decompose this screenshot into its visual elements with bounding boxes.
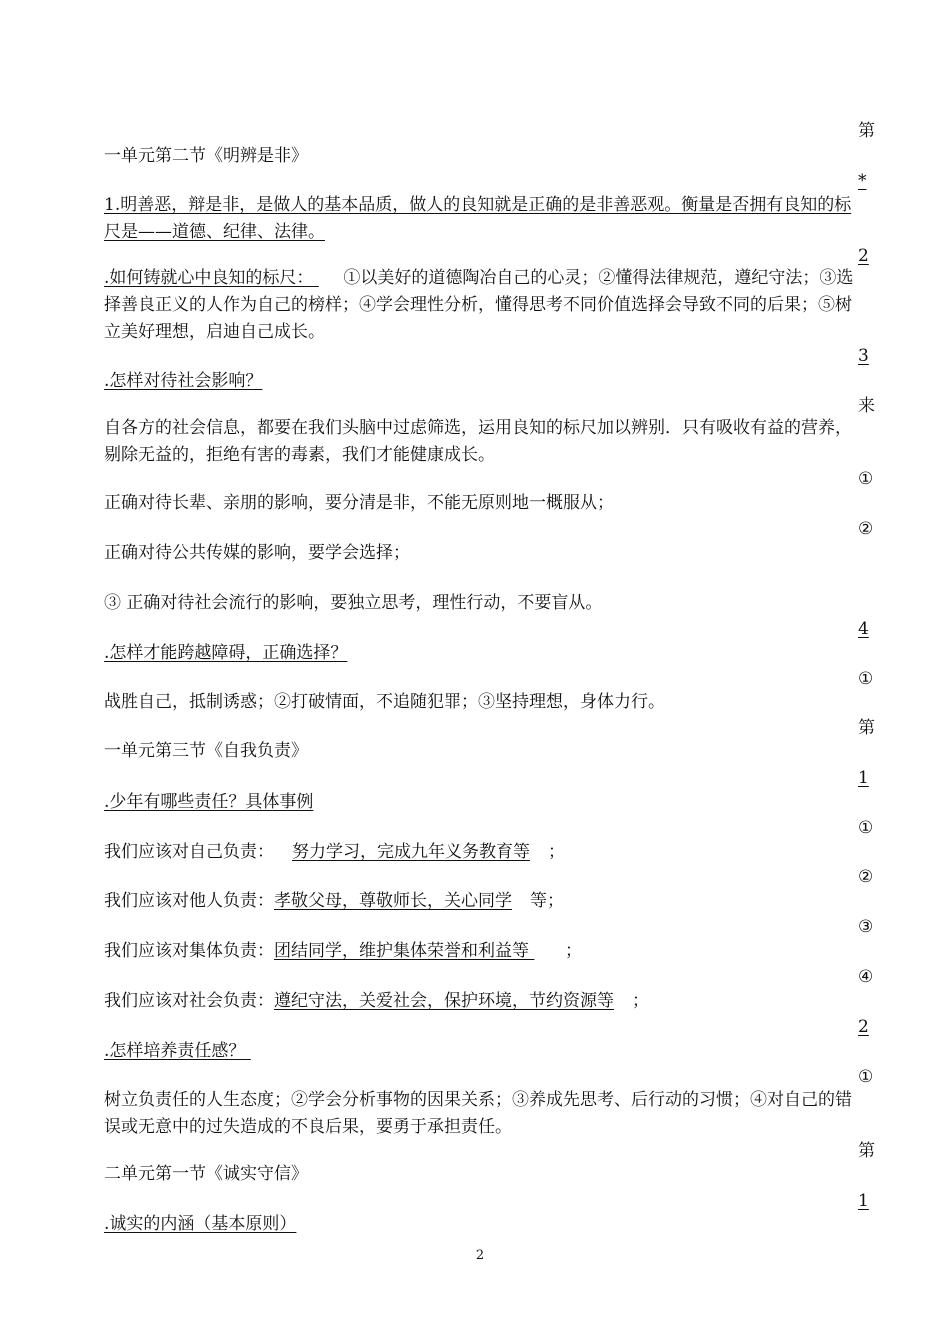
q6-blank — [245, 1038, 267, 1065]
resp-suffix: ； — [565, 941, 582, 961]
question-heading-q6 — [104, 1038, 856, 1065]
question-heading-q4: .怎样才能跨越障碍，正确选择？ — [104, 643, 348, 663]
margin-char: ② — [858, 867, 874, 887]
q2-text: ①以美好的道德陶冶自己的心灵；②懂得法律规范，遵纪守法；③选择善良正义的人作为自己的榜样；④学会理性分析，懂得思考不同价值选择会导致不同的后果；⑤树立美好理想，启迪自己成长。 — [104, 268, 854, 342]
q6-label: .怎样培养责任感？ — [104, 1041, 246, 1061]
question-heading-q5: .少年有哪些责任？具体事例 — [104, 792, 314, 812]
margin-char: ③ — [858, 917, 874, 937]
margin-char: ① — [858, 669, 874, 689]
paragraph-q6: 树立负责任的人生态度；②学会分析事物的因果关系；③养成先思考、后行动的习惯；④对自己的错误或无意中的过失造成的不良后果，要勇于承担责任。 — [104, 1090, 852, 1137]
paragraph-q3-1: 自各方的社会信息，都要在我们头脑中过虑筛选，运用良知的标尺加以辨别．只有吸收有益的营养，剔除无益的，拒绝有害的毒素，我们才能健康成长。 — [104, 418, 852, 465]
question-heading-q3: .怎样对待社会影响？ — [104, 371, 263, 391]
paragraph-q1: 1.明善恶，辩是非，是做人的基本品质，做人的良知就是正确的是非善恶观。衡量是否拥有良知的标尺是——道德、纪律、法律。 — [104, 195, 852, 242]
margin-char: 2 — [858, 1017, 869, 1037]
margin-char: 第 — [858, 1141, 875, 1161]
margin-char: * — [858, 171, 867, 191]
margin-char: ① — [858, 1067, 874, 1087]
resp-prefix: 我们应该对他人负责： — [104, 891, 274, 911]
page-number: 2 — [475, 1248, 485, 1263]
paragraph-q4: 战胜自己，抵制诱惑；②打破情面，不追随犯罪；③坚持理想，身体力行。 — [104, 692, 665, 712]
paragraph-q3-3: 正确对待公共传媒的影响，要学会选择； — [104, 543, 410, 563]
resp-prefix: 我们应该对集体负责： — [104, 941, 274, 961]
responsibility-row — [104, 888, 856, 915]
resp-prefix: 我们应该对社会负责： — [104, 991, 274, 1011]
resp-answer: 团结同学，维护集体荣誉和利益等 — [274, 941, 529, 961]
margin-char: ④ — [858, 967, 874, 987]
resp-answer: 努力学习，完成九年义务教育等 — [292, 842, 530, 862]
resp-blank — [529, 938, 547, 965]
margin-char: 2 — [858, 246, 869, 266]
section-title-1: 一单元第二节《明辨是非》 — [104, 146, 308, 166]
q2-label: .如何铸就心中良知的标尺： — [104, 268, 314, 288]
resp-suffix: ； — [548, 842, 565, 862]
q2-blank — [313, 265, 343, 292]
resp-suffix: 等； — [530, 891, 564, 911]
resp-prefix: 我们应该对自己负责： — [104, 842, 274, 862]
section-title-2: 一单元第三节《自我负责》 — [104, 741, 308, 761]
margin-char: 1 — [858, 768, 869, 788]
margin-char: 1 — [858, 1191, 869, 1211]
margin-char: 来 — [858, 396, 875, 416]
resp-suffix: ； — [632, 991, 649, 1011]
resp-answer: 孝敬父母，尊敬师长，关心同学 — [274, 891, 512, 911]
section-title-3: 二单元第一节《诚实守信》 — [104, 1164, 308, 1184]
margin-char: 第 — [858, 121, 875, 141]
margin-char: ② — [858, 519, 874, 539]
question-heading-q7: .诚实的内涵（基本原则） — [104, 1214, 297, 1234]
paragraph-q3-4: ③ 正确对待社会流行的影响，要独立思考，理性行动，不要盲从。 — [104, 593, 603, 613]
responsibility-row — [104, 988, 856, 1015]
responsibility-row — [104, 938, 856, 965]
margin-char: 3 — [858, 346, 869, 366]
margin-char: 第 — [858, 718, 875, 738]
paragraph-q3-2: 正确对待长辈、亲朋的影响，要分清是非，不能无原则地一概服从； — [104, 493, 614, 513]
paragraph-q2 — [104, 265, 856, 346]
margin-char: ① — [858, 469, 874, 489]
responsibility-row — [104, 839, 856, 866]
margin-char: ① — [858, 818, 874, 838]
resp-answer: 遵纪守法，关爱社会，保护环境，节约资源等 — [274, 991, 614, 1011]
margin-char: 4 — [858, 619, 869, 639]
